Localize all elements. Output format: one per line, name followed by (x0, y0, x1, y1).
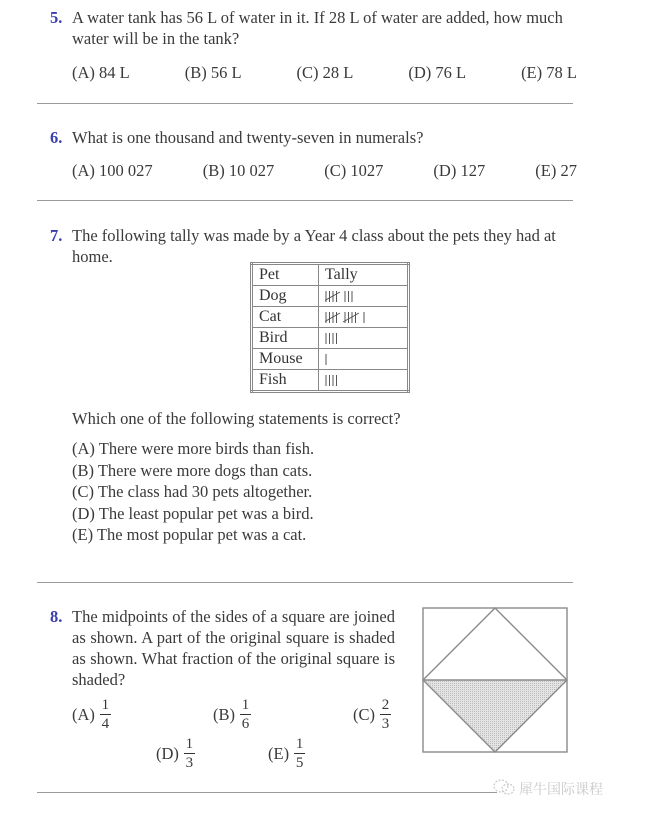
pet-name: Fish (252, 370, 319, 392)
question-number: 7. (50, 226, 63, 245)
fraction: $\frac{2}{3}$ (381, 697, 390, 732)
question-5-options (72, 63, 577, 83)
question-text: A water tank has 56 L of water in it. If 28 L of water are added, how much water will be in the tank? (72, 8, 563, 48)
option-e[interactable]: (E) 27 (535, 161, 577, 180)
question-text: What is one thousand and twenty-seven in numerals? (72, 128, 424, 147)
option-d[interactable]: (D) 76 L (408, 63, 467, 82)
question-6-options (72, 161, 577, 181)
option-e[interactable]: (E) The most popular pet was a cat. (72, 525, 307, 544)
square-figure (420, 605, 570, 755)
divider (37, 582, 573, 583)
option-d[interactable]: (D) $\frac{1}{3}$ (156, 736, 194, 771)
table-header-row (252, 264, 409, 286)
shaded-triangle (423, 680, 567, 752)
question-text: The midpoints of the sides of a square are joined as shown. A part of the original square is shaded as shown. What fraction of the original square is shaded? (72, 607, 395, 689)
table-row (252, 370, 409, 392)
question-number: 6. (50, 128, 63, 147)
pet-name: Cat (252, 307, 319, 328)
option-c[interactable]: (C) 1027 (324, 161, 384, 180)
wechat-icon (492, 778, 516, 800)
question-6 (50, 127, 580, 148)
fraction: $\frac{1}{6}$ (241, 697, 250, 732)
table-row (252, 286, 409, 307)
pet-name: Mouse (252, 349, 319, 370)
option-a[interactable]: (A) There were more birds than fish. (72, 439, 315, 458)
table-row (252, 349, 409, 370)
option-b[interactable]: (B) 10 027 (202, 161, 275, 180)
tally-marks (319, 370, 409, 392)
question-text: The following tally was made by a Year 4 class about the pets they had at home. (72, 226, 556, 266)
table-row (252, 307, 409, 328)
divider (37, 200, 573, 201)
option-c[interactable]: (C) $\frac{2}{3}$ (353, 697, 390, 732)
question-5 (50, 7, 580, 49)
option-e[interactable]: (E) $\frac{1}{5}$ (268, 736, 304, 771)
question-7-prompt (50, 408, 580, 429)
option-b[interactable]: (B) $\frac{1}{6}$ (213, 697, 250, 732)
tally-marks (319, 307, 409, 328)
tally-table (250, 262, 410, 393)
option-c[interactable]: (C) 28 L (296, 63, 354, 82)
question-number: 8. (50, 607, 63, 626)
option-a[interactable]: (A) $\frac{1}{4}$ (72, 697, 110, 732)
tally-marks (319, 328, 409, 349)
divider (37, 103, 573, 104)
question-number: 5. (50, 8, 63, 27)
tally-marks (319, 349, 409, 370)
question-8 (50, 606, 395, 690)
option-b[interactable]: (B) There were more dogs than cats. (72, 460, 313, 480)
header-pet: Pet (252, 264, 319, 286)
fraction: $\frac{1}{5}$ (295, 736, 304, 771)
divider (37, 792, 497, 793)
pet-name: Dog (252, 286, 319, 307)
table-row (252, 328, 409, 349)
prompt-text: Which one of the following statements is correct? (72, 409, 401, 428)
option-d[interactable]: (D) The least popular pet was a bird. (72, 503, 314, 523)
fraction: $\frac{1}{3}$ (185, 736, 194, 771)
option-b[interactable]: (B) 56 L (184, 63, 242, 82)
option-d[interactable]: (D) 127 (433, 161, 486, 180)
option-a[interactable]: (A) 100 027 (72, 161, 153, 180)
fraction: $\frac{1}{4}$ (101, 697, 110, 732)
tally-marks (319, 286, 409, 307)
watermark (492, 778, 603, 800)
watermark-text: 犀牛国际课程 (519, 782, 603, 798)
question-7-options (72, 438, 314, 546)
option-e[interactable]: (E) 78 L (521, 63, 577, 82)
pet-name: Bird (252, 328, 319, 349)
header-tally: Tally (319, 264, 409, 286)
option-c[interactable]: (C) The class had 30 pets altogether. (72, 482, 313, 501)
option-a[interactable]: (A) 84 L (72, 63, 130, 82)
question-7 (50, 225, 580, 267)
